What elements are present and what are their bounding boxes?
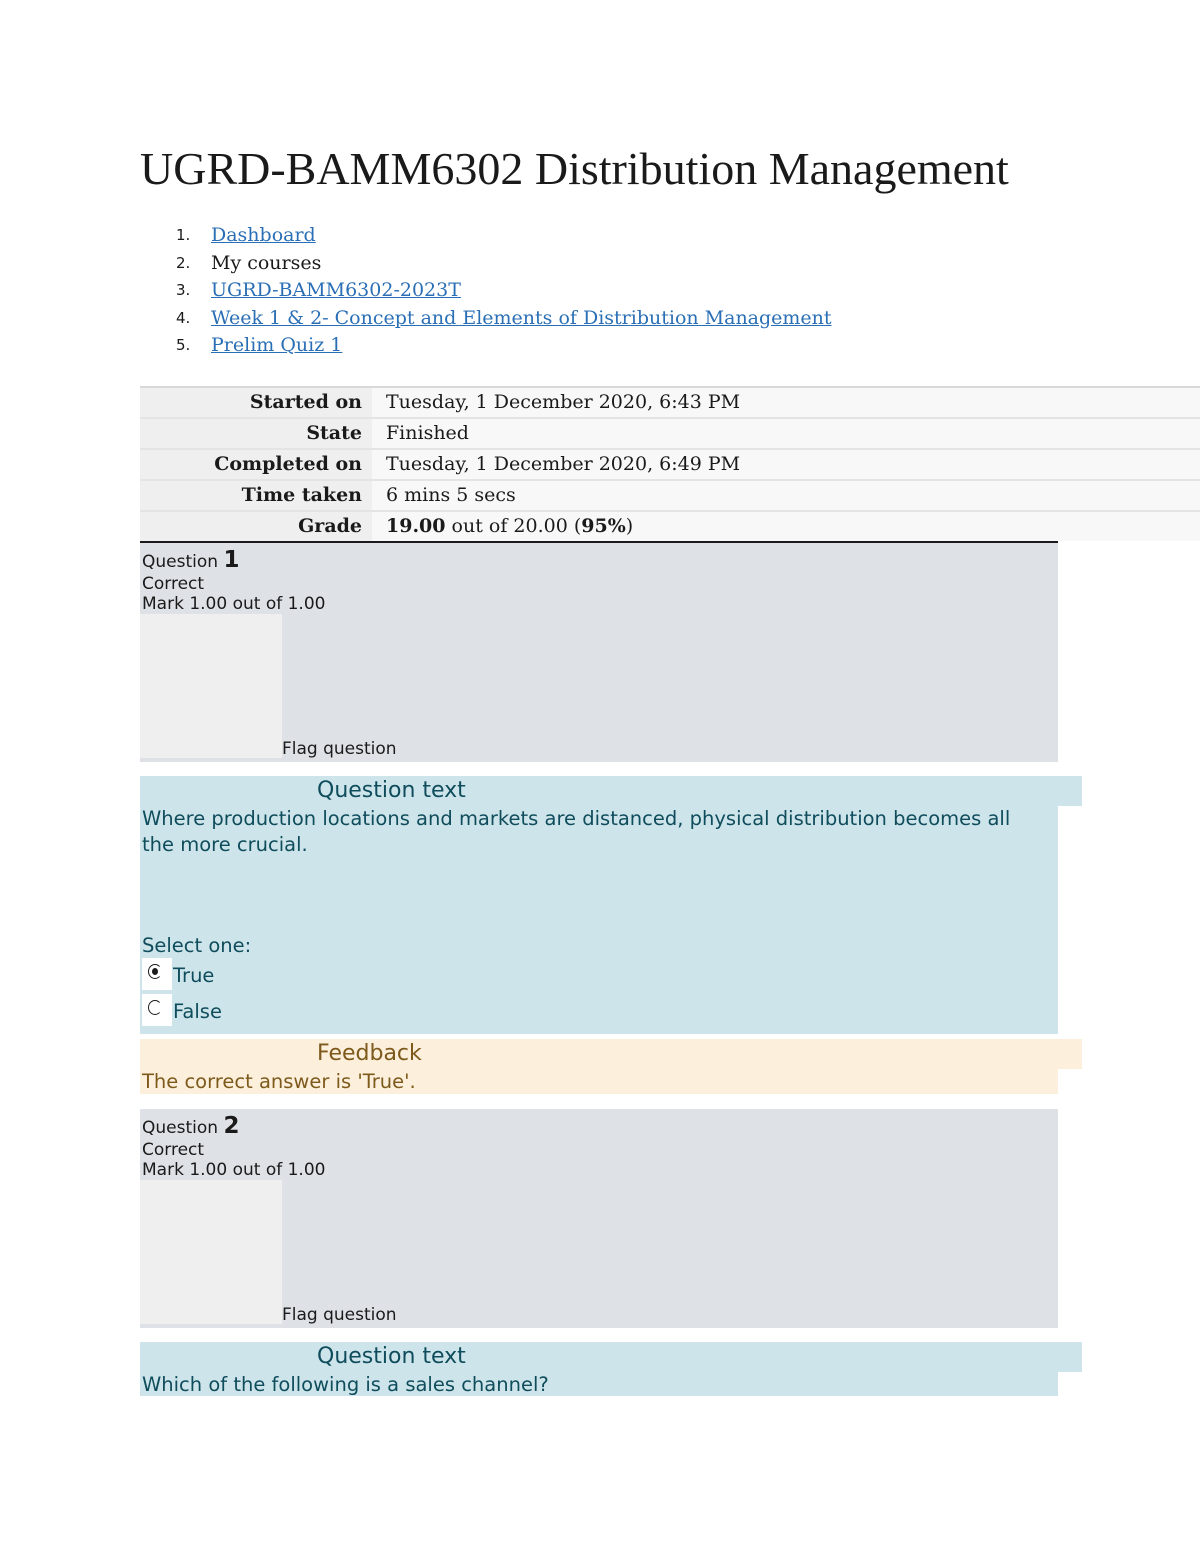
- breadcrumb-link-week[interactable]: Week 1 & 2- Concept and Elements of Distribution Management: [211, 306, 832, 329]
- answer-label[interactable]: True: [173, 964, 215, 987]
- breadcrumb-text-my-courses: My courses: [211, 251, 322, 274]
- breadcrumb-item-quiz: [140, 332, 832, 360]
- summary-row-state: [140, 419, 1200, 450]
- breadcrumb-number: 1.: [176, 226, 191, 244]
- grade-score: 19.00: [386, 515, 446, 537]
- radio-button[interactable]: [142, 958, 172, 990]
- breadcrumb-item-my-courses: [140, 250, 832, 278]
- breadcrumb-number: 5.: [176, 336, 191, 354]
- radio-unselected-icon: [148, 1000, 162, 1015]
- feedback-panel: [140, 1039, 1058, 1094]
- summary-label: Started on: [140, 388, 372, 417]
- question-text-heading: Question text: [317, 1344, 466, 1369]
- breadcrumb-number: 4.: [176, 308, 191, 327]
- select-one-label: Select one:: [142, 934, 252, 957]
- question-text-heading: Question text: [317, 778, 466, 803]
- breadcrumb-link-course[interactable]: UGRD-BAMM6302-2023T: [211, 279, 461, 301]
- summary-label: Completed on: [140, 450, 372, 479]
- question-state: Correct: [142, 1140, 205, 1160]
- feedback-text: The correct answer is 'True'.: [142, 1070, 416, 1093]
- summary-value: Tuesday, 1 December 2020, 6:49 PM: [372, 450, 1200, 479]
- flag-icon-area: [140, 1180, 282, 1324]
- question-content: [140, 1342, 1058, 1396]
- question-number: [142, 1113, 239, 1139]
- breadcrumb-number: 3.: [176, 281, 191, 299]
- question-text: Which of the following is a sales channel?: [142, 1373, 549, 1396]
- page-title: UGRD-BAMM6302 Distribution Management: [140, 143, 1009, 194]
- question-text-header: [140, 776, 1082, 806]
- summary-row-started: [140, 388, 1200, 419]
- flag-question-button[interactable]: Flag question: [282, 1305, 397, 1325]
- radio-button[interactable]: [142, 994, 172, 1026]
- question-mark: Mark 1.00 out of 1.00: [142, 1160, 326, 1180]
- question-number-value: 2: [223, 1113, 240, 1139]
- breadcrumb: [140, 222, 832, 360]
- question-prefix: Question: [142, 552, 224, 572]
- summary-value: 6 mins 5 secs: [372, 481, 1200, 510]
- grade-out-of: out of 20.00 (: [445, 515, 582, 537]
- answer-label[interactable]: False: [173, 1000, 222, 1023]
- summary-label: Grade: [140, 512, 372, 541]
- summary-label: State: [140, 419, 372, 448]
- breadcrumb-link-quiz[interactable]: Prelim Quiz 1: [211, 334, 343, 356]
- question-content: [140, 776, 1058, 1034]
- feedback-heading: Feedback: [317, 1041, 422, 1066]
- feedback-header: [140, 1039, 1082, 1069]
- question-number-value: 1: [223, 547, 240, 573]
- summary-value: Tuesday, 1 December 2020, 6:43 PM: [372, 388, 1200, 417]
- breadcrumb-link-dashboard[interactable]: Dashboard: [211, 224, 316, 246]
- question-text-header: [140, 1342, 1082, 1372]
- summary-row-grade: [140, 512, 1200, 541]
- summary-label: Time taken: [140, 481, 372, 510]
- answer-option-false[interactable]: [140, 994, 340, 1026]
- breadcrumb-item-week: [140, 305, 832, 333]
- question-mark: Mark 1.00 out of 1.00: [142, 594, 326, 614]
- question-info: [140, 543, 1058, 762]
- question-state: Correct: [142, 574, 205, 594]
- grade-percent: 95%: [581, 515, 626, 537]
- summary-row-completed: [140, 450, 1200, 481]
- flag-icon-area: [140, 614, 282, 758]
- breadcrumb-item-course: [140, 277, 832, 305]
- flag-question-button[interactable]: Flag question: [282, 739, 397, 759]
- question-info: [140, 1109, 1058, 1328]
- grade-value: [372, 512, 1200, 541]
- attempt-summary-table: [140, 386, 1200, 541]
- grade-close: ): [625, 515, 634, 537]
- question-prefix: Question: [142, 1118, 224, 1138]
- question-text: Where production locations and markets are distanced, physical distribution becomes all the more crucial.: [142, 807, 1011, 856]
- question-number: [142, 547, 239, 573]
- summary-row-time: [140, 481, 1200, 512]
- summary-value: Finished: [372, 419, 1200, 448]
- breadcrumb-item-dashboard: [140, 222, 832, 250]
- radio-selected-icon: [148, 964, 162, 979]
- breadcrumb-number: 2.: [176, 253, 191, 272]
- answer-option-true[interactable]: [140, 958, 340, 990]
